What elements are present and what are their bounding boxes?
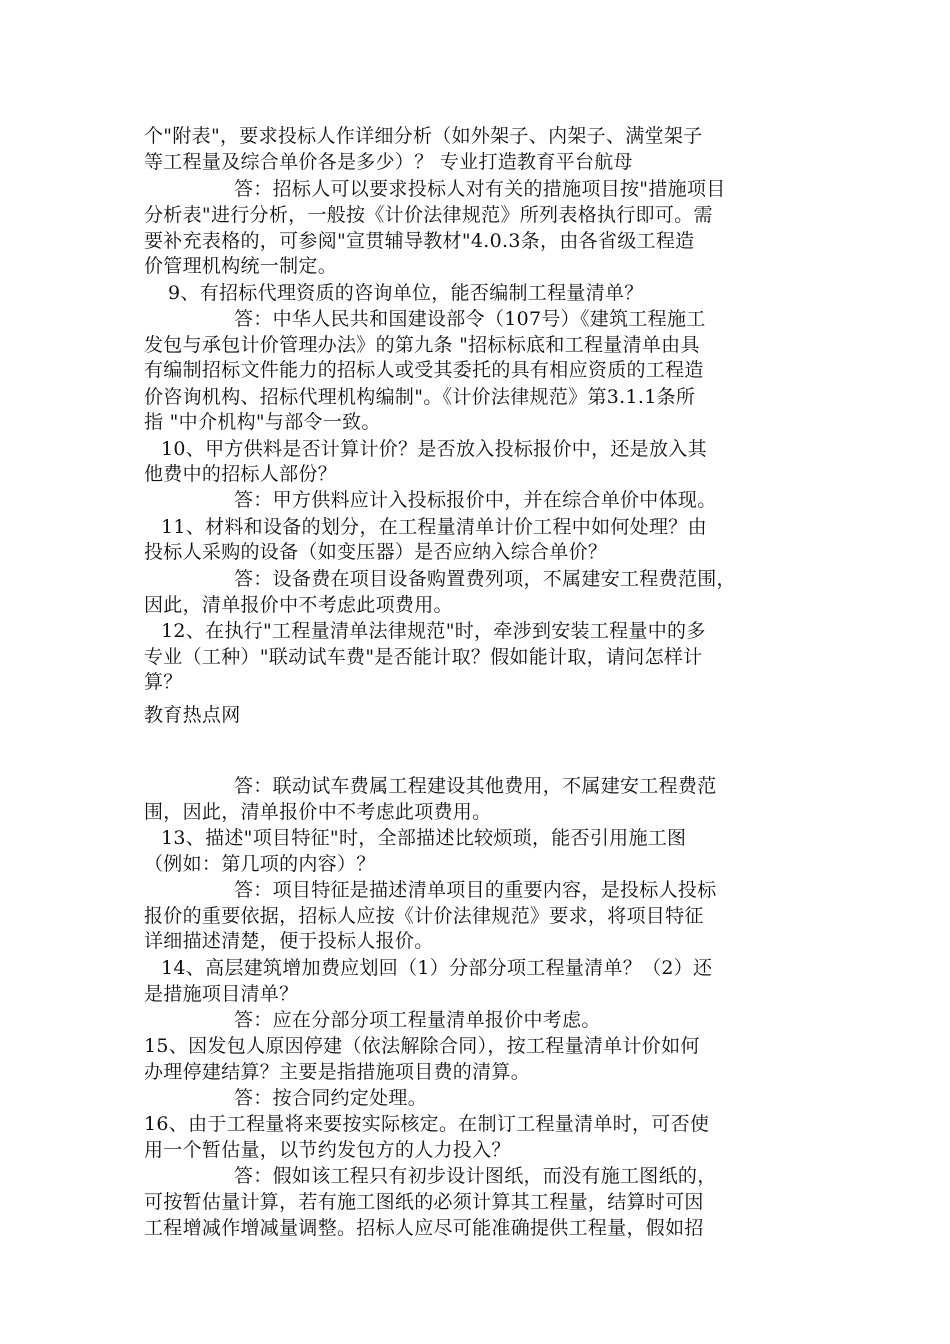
answer-line: 答：联动试车费属工程建设其他费用，不属建安工程费范 xyxy=(234,775,717,797)
answer-line: 答：应在分部分项工程量清单报价中考虑。 xyxy=(234,1009,601,1031)
text-line: 办理停建结算？主要是指措施项目费的清算。 xyxy=(144,1061,531,1083)
text-line: 要补充表格的，可参阅"宣贯辅导教材"4.0.3条，由各省级工程造 xyxy=(144,230,695,252)
text-line: 投标人采购的设备（如变压器）是否应纳入综合单价？ xyxy=(144,541,608,563)
text-line: 他费中的招标人部份？ xyxy=(144,463,338,485)
answer-line: 答：假如该工程只有初步设计图纸，而没有施工图纸的， xyxy=(234,1165,717,1187)
question-line: 11、材料和设备的划分，在工程量清单计价工程中如何处理？由 xyxy=(161,516,707,538)
text-line: 工程增减作增减量调整。招标人应尽可能准确提供工程量，假如招 xyxy=(144,1217,704,1239)
text-line: 算？ xyxy=(144,671,183,693)
answer-line: 答：按合同约定处理。 xyxy=(234,1087,428,1109)
answer-line: 答：项目特征是描述清单项目的重要内容，是投标人投标 xyxy=(234,879,717,901)
text-line: 专业（工种）"联动试车费"是否能计取？假如能计取，请问怎样计 xyxy=(144,646,703,668)
text-line: 个"附表"，要求投标人作详细分析（如外架子、内架子、满堂架子 xyxy=(144,125,703,147)
text-line: 发包与承包计价管理办法》的第九条 "招标标底和工程量清单由具 xyxy=(144,334,700,356)
question-line: 14、高层建筑增加费应划回（1）分部分项工程量清单？（2）还 xyxy=(161,957,713,979)
question-line: 13、描述"项目特征"时，全部描述比较烦琐，能否引用施工图 xyxy=(161,827,687,849)
question-line: 15、因发包人原因停建（依法解除合同），按工程量清单计价如何 xyxy=(144,1035,700,1057)
text-line: 报价的重要依据，招标人应按《计价法律规范》要求，将项目特征 xyxy=(144,905,704,927)
text-line: 有编制招标文件能力的招标人或受其委托的具有相应资质的工程造 xyxy=(144,359,704,381)
question-line: 9、有招标代理资质的咨询单位，能否编制工程量清单？ xyxy=(168,282,644,304)
answer-line: 答：甲方供料应计入投标报价中，并在综合单价中体现。 xyxy=(234,489,717,511)
text-line: 指 "中介机构"与部令一致。 xyxy=(144,411,381,433)
text-line: 因此，清单报价中不考虑此项费用。 xyxy=(144,594,453,616)
text-line: 价管理机构统一制定。 xyxy=(144,255,338,277)
text-line: 分析表"进行分析，一般按《计价法律规范》所列表格执行即可。需 xyxy=(144,204,713,226)
site-label: 教育热点网 xyxy=(144,704,241,726)
text-line: 围，因此，清单报价中不考虑此项费用。 xyxy=(144,801,492,823)
question-line: 12、在执行"工程量清单法律规范"时，牵涉到安装工程量中的多 xyxy=(161,620,706,642)
text-line: 是措施项目清单？ xyxy=(144,983,299,1005)
answer-line: 答：招标人可以要求投标人对有关的措施项目按"措施项目 xyxy=(234,178,726,200)
text-line: 等工程量及综合单价各是多少）？ 专业打造教育平台航母 xyxy=(144,151,633,173)
answer-line: 答：中华人民共和国建设部令（107号）《建筑工程施工 xyxy=(234,308,706,330)
question-line: 16、由于工程量将来要按实际核定。在制订工程量清单时，可否使 xyxy=(144,1113,710,1135)
answer-line: 答：设备费在项目设备购置费列项，不属建安工程费范围， xyxy=(234,568,736,590)
text-line: 价咨询机构、招标代理机构编制"。《计价法律规范》第3.1.1条所 xyxy=(144,386,696,408)
text-line: 用一个暂估量，以节约发包方的人力投入？ xyxy=(144,1139,511,1161)
text-line: 详细描述清楚，便于投标人报价。 xyxy=(144,930,434,952)
question-line: 10、甲方供料是否计算计价？是否放入投标报价中，还是放入其 xyxy=(161,438,707,460)
text-line: 可按暂估量计算，若有施工图纸的必须计算其工程量，结算时可因 xyxy=(144,1191,704,1213)
text-line: （例如：第几项的内容）？ xyxy=(144,853,376,875)
